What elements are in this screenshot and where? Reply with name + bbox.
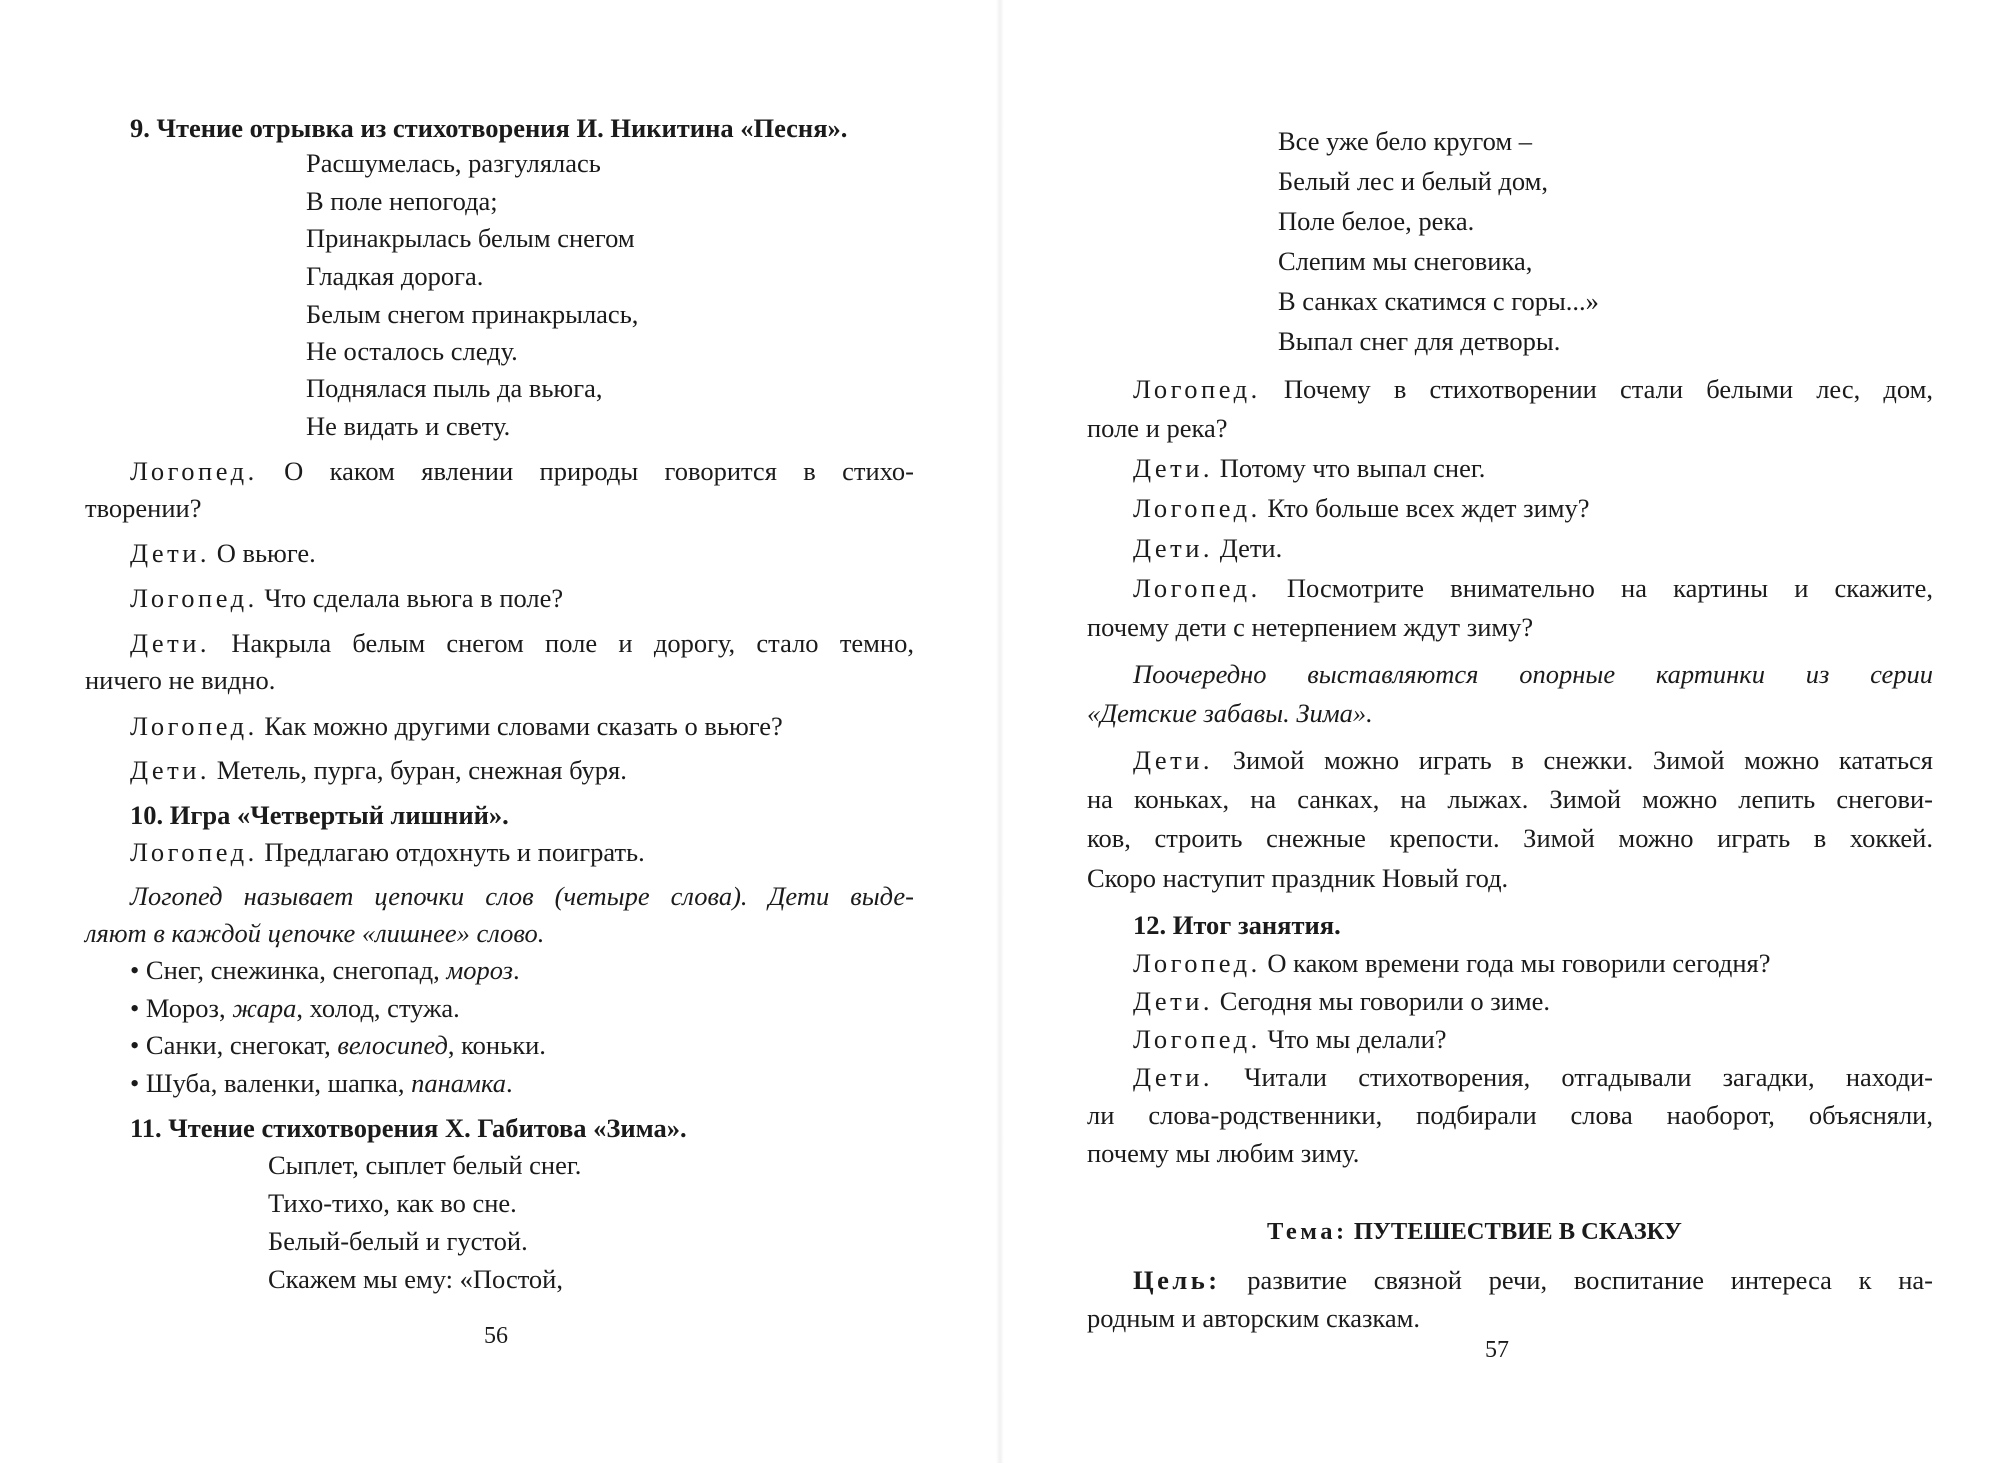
dialogue-text: Что сделала вьюга в поле? [257,583,564,613]
dialogue-line [1133,570,1933,606]
poem-line: Расшумелась, разгулялась [306,148,601,178]
odd-word: панамка [411,1068,506,1098]
list-item: • Санки, снегокат, велосипед, коньки. [130,1030,546,1060]
dialogue-line [1133,983,1550,1019]
instruction-line: ляют в каждой цепочке «лишнее» слово. [85,918,545,948]
dialogue-line [1133,1059,1933,1095]
dialogue-text: Почему в стихотворении стали белыми лес, дом, [1260,374,1933,404]
dialogue-continuation: творении? [85,493,202,523]
poem-line: В поле непогода; [306,186,498,216]
section-heading-10: 10. Игра «Четвертый лишний». [130,800,509,830]
dialogue-continuation: ков, строить снежные крепости. Зимой можно играть в хоккей. [1087,823,1933,853]
poem-line: Не видать и свету. [306,411,511,441]
speaker-speech-therapist: Логопед. [1133,493,1261,523]
dialogue-continuation: поле и река? [1087,413,1228,443]
dialogue-line [1133,1021,1447,1057]
section-heading-12: 12. Итог занятия. [1133,910,1341,940]
speaker-children: Дети. [1133,986,1214,1016]
page-57 [1000,0,2000,1463]
dialogue-text: Накрыла белым снегом поле и дорогу, стало темно, [210,628,914,658]
odd-word: жара [232,993,297,1023]
dialogue-line [1133,530,1282,566]
dialogue-continuation: ли слова-родственники, подбирали слова наоборот, объясняли, [1087,1100,1933,1130]
speaker-children: Дети. [1133,745,1214,775]
dialogue-line [130,580,563,616]
dialogue-text: О вьюге. [210,538,316,568]
section-heading-11: 11. Чтение стихотворения Х. Габитова «Зима». [130,1113,687,1143]
speaker-speech-therapist: Логопед. [1133,374,1261,404]
list-item: • Снег, снежинка, снегопад, мороз. [130,955,520,985]
dialogue-text: Что мы делали? [1260,1024,1447,1054]
dialogue-line [1133,742,1933,778]
goal-continuation: родным и авторским сказкам. [1087,1303,1421,1333]
speaker-speech-therapist: Логопед. [1133,573,1261,603]
dialogue-text: О каком явлении природы говорится в стихо- [257,456,914,486]
list-item: • Мороз, жара, холод, стужа. [130,993,460,1023]
poem-line: Гладкая дорога. [306,261,484,291]
poem-line: В санках скатимся с горы...» [1278,286,1599,316]
dialogue-continuation: ничего не видно. [85,665,276,695]
poem-line: Поле белое, река. [1278,206,1475,236]
speaker-children: Дети. [1133,1062,1214,1092]
goal-text: развитие связной речи, воспитание интереса к на- [1220,1265,1933,1295]
dialogue-line [1133,945,1771,981]
speaker-children: Дети. [1133,533,1214,563]
instruction-line: Логопед называет цепочки слов (четыре слова). Дети выде- [130,881,914,911]
dialogue-text: Дети. [1213,533,1283,563]
dialogue-line [130,834,645,870]
dialogue-line [130,708,783,744]
speaker-speech-therapist: Логопед. [130,456,258,486]
list-item: • Шуба, валенки, шапка, панамка. [130,1068,513,1098]
poem-line: Белый лес и белый дом, [1278,166,1549,196]
odd-word: мороз [446,955,514,985]
dialogue-continuation: на коньках, на санках, на лыжах. Зимой можно лепить снегови- [1087,784,1933,814]
poem-line: Скажем мы ему: «Постой, [268,1264,563,1294]
poem-line: Белый-белый и густой. [268,1226,528,1256]
page-number: 57 [1485,1337,1509,1363]
dialogue-text: Читали стихотворения, отгадывали загадки, находи- [1213,1062,1933,1092]
dialogue-line [1133,450,1485,486]
dialogue-text: Как можно другими словами сказать о вьюге? [257,711,783,741]
dialogue-continuation: почему дети с нетерпением ждут зиму? [1087,612,1534,642]
dialogue-line [130,625,914,661]
page-number: 56 [484,1323,508,1349]
dialogue-text: Зимой можно играть в снежки. Зимой можно кататься [1213,745,1933,775]
dialogue-text: Метель, пурга, буран, снежная буря. [210,755,627,785]
dialogue-continuation: почему мы любим зиму. [1087,1138,1360,1168]
poem-line: Выпал снег для детворы. [1278,326,1561,356]
dialogue-text: О каком времени года мы говорили сегодня? [1260,948,1771,978]
speaker-children: Дети. [130,628,211,658]
speaker-speech-therapist: Логопед. [130,837,258,867]
poem-line: Все уже бело кругом – [1278,126,1533,156]
dialogue-line [1133,490,1590,526]
theme-label: Тема: [1267,1218,1348,1245]
dialogue-continuation: Скоро наступит праздник Новый год. [1087,863,1509,893]
dialogue-text: Предлагаю отдохнуть и поиграть. [257,837,645,867]
speaker-speech-therapist: Логопед. [130,583,258,613]
lesson-goal [1133,1262,1933,1298]
speaker-children: Дети. [130,755,211,785]
goal-label: Цель: [1133,1265,1221,1295]
poem-line: Тихо-тихо, как во сне. [268,1188,517,1218]
poem-line: Слепим мы снеговика, [1278,246,1533,276]
section-heading-9: 9. Чтение отрывка из стихотворения И. Никитина «Песня». [130,113,848,143]
speaker-speech-therapist: Логопед. [1133,948,1261,978]
dialogue-text: Кто больше всех ждет зиму? [1260,493,1590,523]
speaker-speech-therapist: Логопед. [130,711,258,741]
theme-title: ПУТЕШЕСТВИЕ В СКАЗКУ [1347,1218,1682,1245]
dialogue-text: Потому что выпал снег. [1213,453,1486,483]
dialogue-text: Сегодня мы говорили о зиме. [1213,986,1551,1016]
poem-line: Сыплет, сыплет белый снег. [268,1150,582,1180]
lesson-theme [1267,1214,1682,1250]
dialogue-line [1133,371,1933,407]
poem-line: Поднялася пыль да вьюга, [306,373,603,403]
speaker-speech-therapist: Логопед. [1133,1024,1261,1054]
poem-line: Не осталось следу. [306,336,518,366]
instruction-line: «Детские забавы. Зима». [1087,698,1373,728]
dialogue-text: Посмотрите внимательно на картины и скажите, [1260,573,1933,603]
poem-line: Принакрылась белым снегом [306,223,635,253]
dialogue-line [130,535,316,571]
dialogue-line [130,453,914,489]
poem-line: Белым снегом принакрылась, [306,299,639,329]
instruction-line: Поочередно выставляются опорные картинки из серии [1133,659,1933,689]
dialogue-line [130,752,627,788]
odd-word: велосипед [337,1030,448,1060]
speaker-children: Дети. [130,538,211,568]
speaker-children: Дети. [1133,453,1214,483]
